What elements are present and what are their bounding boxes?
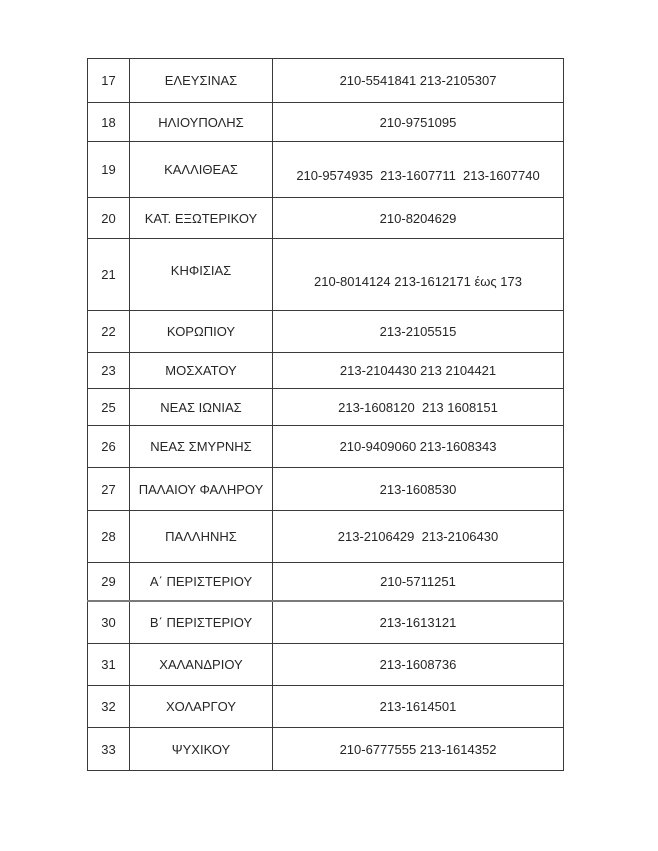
row-number-cell: 18 (88, 103, 130, 142)
table-row (88, 601, 564, 644)
row-number-cell: 31 (88, 644, 130, 686)
row-number-cell: 26 (88, 426, 130, 468)
table-row (88, 142, 564, 198)
branch-name-cell: ΠΑΛΛΗΝΗΣ (130, 511, 273, 563)
table-row (88, 644, 564, 686)
row-number-cell: 29 (88, 563, 130, 601)
table-row (88, 198, 564, 239)
phone-numbers-cell: 210-8014124 213-1612171 έως 173 (273, 239, 564, 311)
phone-numbers-cell: 213-2106429 213-2106430 (273, 511, 564, 563)
row-number-cell: 28 (88, 511, 130, 563)
row-number-cell: 30 (88, 601, 130, 644)
phone-numbers-cell: 213-1614501 (273, 686, 564, 728)
row-number-cell: 21 (88, 239, 130, 311)
branch-name-cell: ΜΟΣΧΑΤΟΥ (130, 353, 273, 389)
table-row (88, 103, 564, 142)
phone-numbers-cell: 213-2105515 (273, 311, 564, 353)
branch-name-cell: ΧΟΛΑΡΓΟΥ (130, 686, 273, 728)
table-row (88, 728, 564, 771)
phone-numbers-cell: 210-9409060 213-1608343 (273, 426, 564, 468)
row-number-cell: 22 (88, 311, 130, 353)
branch-name-cell: ΧΑΛΑΝΔΡΙΟΥ (130, 644, 273, 686)
branch-name-cell: Α΄ ΠΕΡΙΣΤΕΡΙΟΥ (130, 563, 273, 601)
branch-name-cell: ΠΑΛΑΙΟΥ ΦΑΛΗΡΟΥ (130, 468, 273, 511)
branch-name-cell: ΝΕΑΣ ΙΩΝΙΑΣ (130, 389, 273, 426)
phone-numbers-cell: 213-2104430 213 2104421 (273, 353, 564, 389)
phone-numbers-cell: 210-5541841 213-2105307 (273, 59, 564, 103)
branch-name-cell: ΚΟΡΩΠΙΟΥ (130, 311, 273, 353)
phone-numbers-cell: 213-1608530 (273, 468, 564, 511)
phone-directory-table (87, 58, 564, 771)
branch-name-cell: ΚΑΤ. ΕΞΩΤΕΡΙΚΟΥ (130, 198, 273, 239)
table-row (88, 511, 564, 563)
phone-numbers-cell: 213-1608120 213 1608151 (273, 389, 564, 426)
table-row (88, 686, 564, 728)
table-row (88, 389, 564, 426)
row-number-cell: 19 (88, 142, 130, 198)
row-number-cell: 20 (88, 198, 130, 239)
phone-numbers-cell: 210-8204629 (273, 198, 564, 239)
table-body (88, 59, 564, 771)
row-number-cell: 27 (88, 468, 130, 511)
table-row (88, 239, 564, 311)
phone-numbers-cell: 210-5711251 (273, 563, 564, 601)
phone-numbers-cell: 210-6777555 213-1614352 (273, 728, 564, 771)
branch-name-cell: ΨΥΧΙΚΟΥ (130, 728, 273, 771)
branch-name-cell: ΕΛΕΥΣΙΝΑΣ (130, 59, 273, 103)
branch-name-cell: ΝΕΑΣ ΣΜΥΡΝΗΣ (130, 426, 273, 468)
row-number-cell: 33 (88, 728, 130, 771)
table-row (88, 563, 564, 601)
phone-numbers-cell: 210-9751095 (273, 103, 564, 142)
branch-name-cell: ΗΛΙΟΥΠΟΛΗΣ (130, 103, 273, 142)
table-row (88, 468, 564, 511)
table-row (88, 353, 564, 389)
branch-name-cell: ΚΗΦΙΣΙΑΣ (130, 239, 273, 311)
phone-numbers-cell: 210-9574935 213-1607711 213-1607740 (273, 142, 564, 198)
table-row (88, 59, 564, 103)
table-row (88, 426, 564, 468)
table-row (88, 311, 564, 353)
row-number-cell: 17 (88, 59, 130, 103)
row-number-cell: 32 (88, 686, 130, 728)
row-number-cell: 23 (88, 353, 130, 389)
phone-numbers-cell: 213-1613121 (273, 601, 564, 644)
row-number-cell: 25 (88, 389, 130, 426)
branch-name-cell: Β΄ ΠΕΡΙΣΤΕΡΙΟΥ (130, 601, 273, 644)
phone-numbers-cell: 213-1608736 (273, 644, 564, 686)
branch-name-cell: ΚΑΛΛΙΘΕΑΣ (130, 142, 273, 198)
